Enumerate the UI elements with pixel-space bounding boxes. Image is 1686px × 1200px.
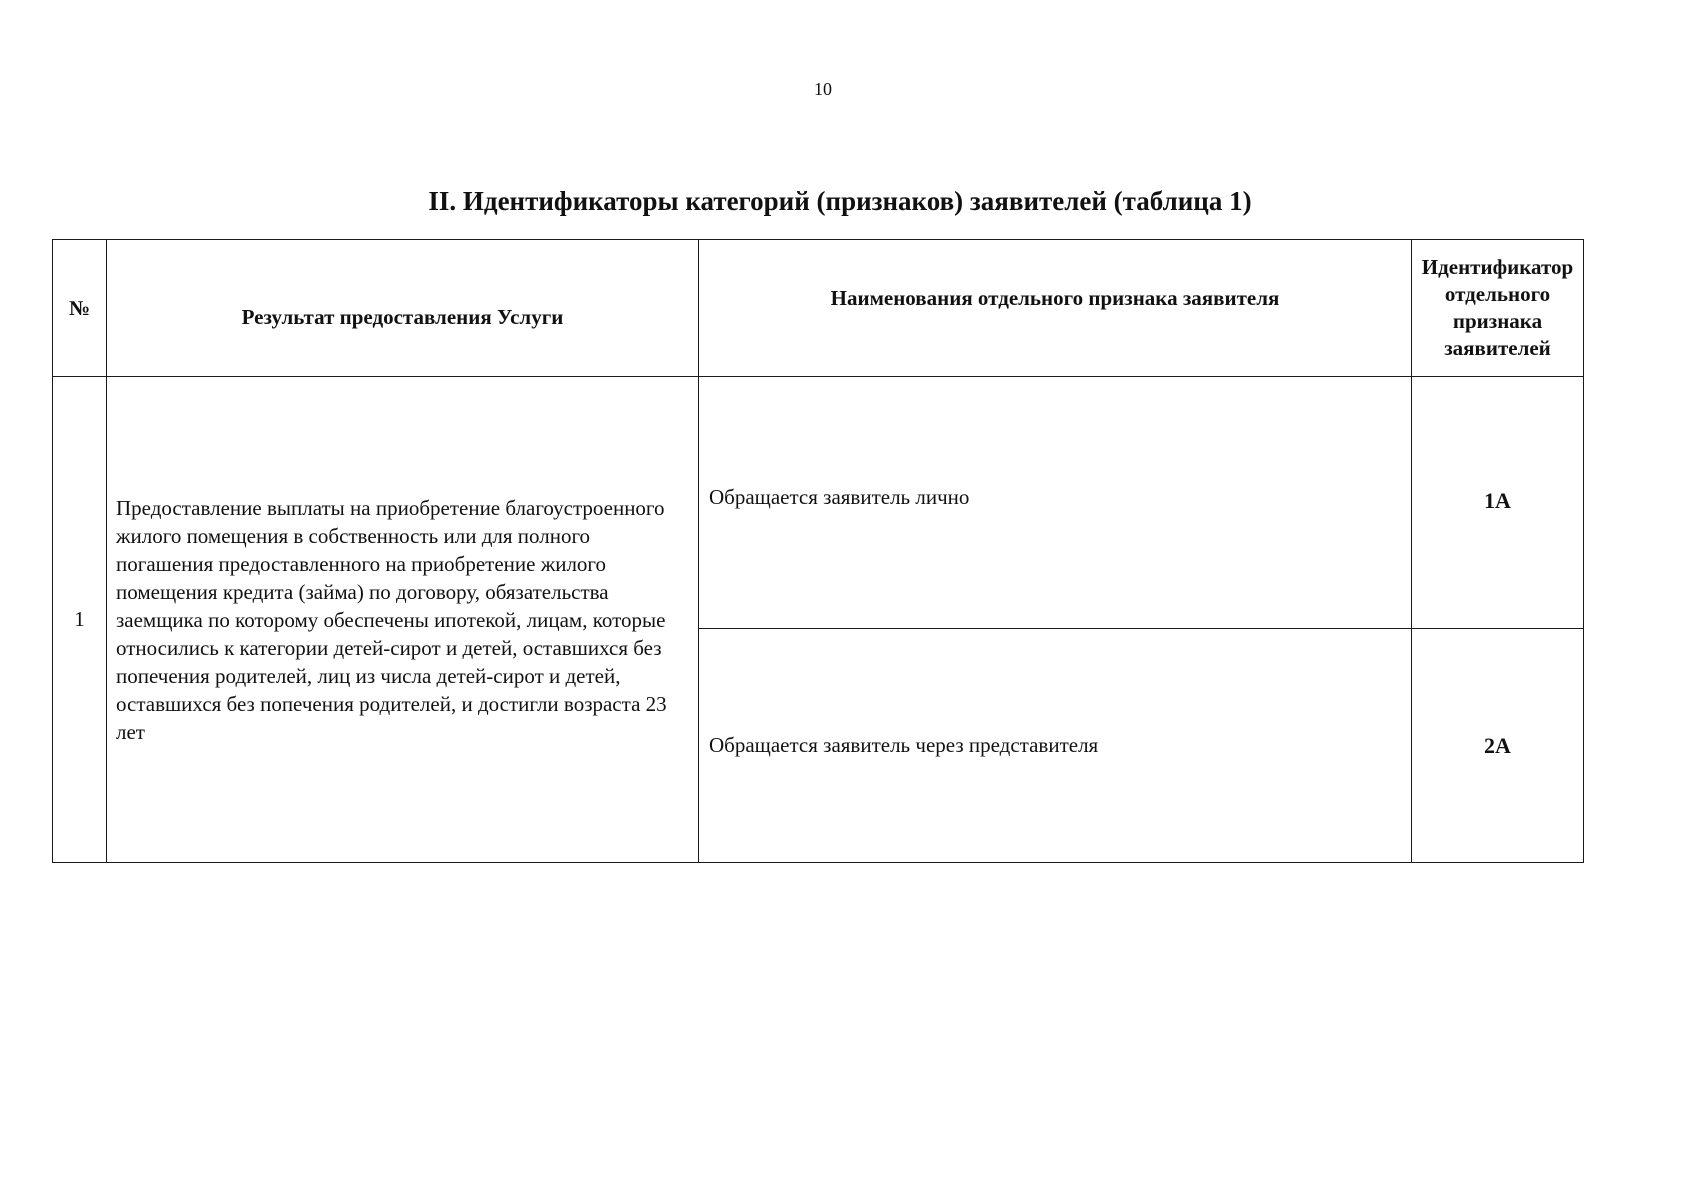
sign-id-representative: 2А	[1412, 629, 1584, 863]
table-row	[53, 377, 1584, 629]
sign-name-personal: Обращается заявитель лично	[699, 377, 1412, 629]
header-sign-id: Идентификатор отдельного признака заявителей	[1412, 240, 1584, 377]
sign-id-personal: 1А	[1412, 377, 1584, 629]
table-header-row	[53, 240, 1584, 377]
header-sign-name: Наименования отдельного признака заявителя	[699, 240, 1412, 377]
header-number: №	[53, 240, 107, 377]
section-title: II. Идентификаторы категорий (признаков) заявителей (таблица 1)	[428, 186, 1252, 216]
service-result-text: Предоставление выплаты на приобретение благоустроенного жилого помещения в собственность или для полного погашения предоставленного на приобретение жилого помещения кредита (займа) по договору, обязательства заемщика по которому обеспечены ипотекой, лицам, которые относились к категории детей-сирот и детей, оставшихся без попечения родителей, лиц из числа детей-сирот и детей, оставшихся без попечения родителей, и достигли возраста 23 лет	[107, 377, 699, 863]
header-result: Результат предоставления Услуги	[107, 240, 699, 377]
row-number: 1	[53, 377, 107, 863]
page-number: 10	[814, 79, 832, 99]
sign-name-representative: Обращается заявитель через представителя	[699, 629, 1412, 863]
applicant-categories-table	[52, 239, 1584, 863]
